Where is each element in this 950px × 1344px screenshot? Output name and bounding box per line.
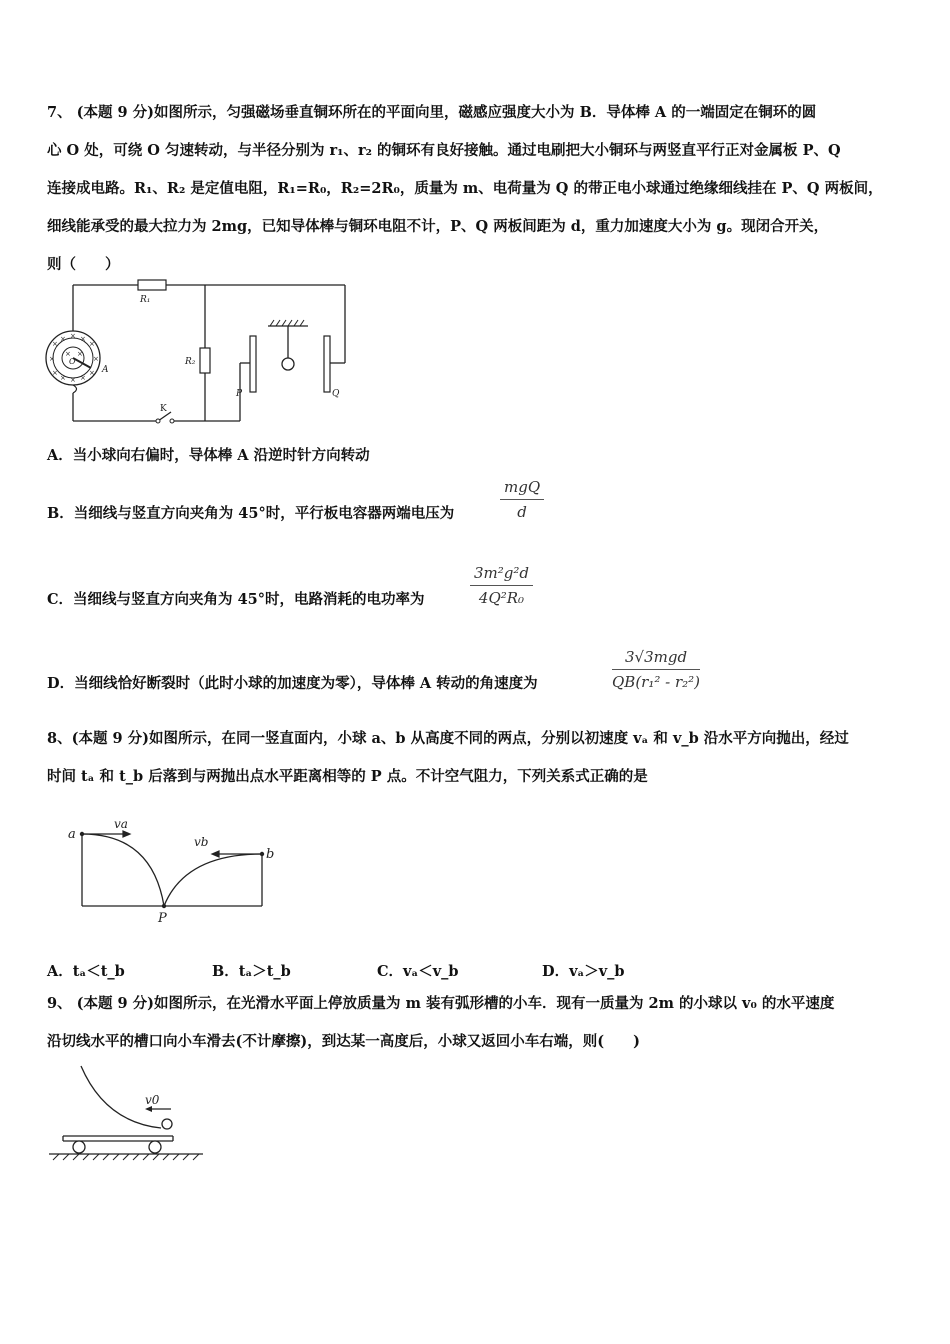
q7-line-4: 细线能承受的最大拉力为 2mg，已知导体棒与铜环电阻不计，P、Q 两板间距为 d，重力加速度大小为 g。现闭合开关， (47, 218, 829, 235)
q7-c-numerator: 3m²g²d (474, 564, 529, 582)
svg-text:×: × (89, 369, 95, 377)
cart-wheel-left (73, 1141, 85, 1153)
velocity-b-arrowhead (212, 851, 219, 857)
q7-line-3: 连接成电路。R₁、R₂ 是定值电阻，R₁=R₀，R₂=2R₀，质量为 m、电荷量为 Q 的带正电小球通过绝缘细线挂在 P、Q 两板间， (47, 180, 883, 197)
q7-option-b-fraction (500, 478, 544, 521)
svg-text:×: × (60, 374, 66, 382)
q7-option-d-fraction (612, 648, 700, 691)
small-ball (162, 1119, 172, 1129)
label-vb: vb (194, 835, 209, 849)
label-v0: v0 (145, 1093, 160, 1107)
q7-circuit-figure (40, 278, 360, 428)
svg-text:×: × (49, 355, 55, 363)
plate-p (250, 336, 256, 392)
label-p: P (158, 911, 167, 926)
point-p (162, 904, 166, 908)
trajectory-b (164, 854, 262, 906)
q8-projectile-figure (60, 810, 280, 930)
q7-line-1: 7、 (本题 9 分)如图所示，匀强磁场垂直铜环所在的平面向里，磁感应强度大小为 B．导体棒 A 的一端固定在铜环的圆 (47, 104, 817, 121)
q8-option-d: D．vₐ＞v_b (542, 963, 625, 980)
point-a (80, 832, 84, 836)
q7-option-c: C．当细线与竖直方向夹角为 45°时，电路消耗的电功率为 (47, 591, 425, 608)
label-o: O (69, 357, 76, 366)
q8-option-c: C．vₐ＜v_b (377, 963, 459, 980)
svg-text:×: × (77, 350, 83, 358)
svg-text:×: × (70, 376, 76, 384)
svg-text:×: × (60, 335, 66, 343)
label-q: Q (332, 389, 340, 399)
q7-b-denominator: d (517, 503, 527, 521)
label-k: K (160, 404, 167, 414)
label-r1: R₁ (140, 295, 151, 305)
q7-option-b: B．当细线与竖直方向夹角为 45°时，平行板电容器两端电压为 (47, 505, 455, 522)
plate-q (324, 336, 330, 392)
label-r2: R₂ (185, 357, 196, 367)
resistor-r2 (200, 348, 210, 373)
svg-text:×: × (52, 340, 58, 348)
q7-c-denominator: 4Q²R₀ (478, 589, 525, 607)
q7-d-numerator: 3√3mgd (624, 648, 688, 666)
label-p: P (236, 389, 243, 399)
velocity-a-arrowhead (123, 831, 130, 837)
switch-contact-left (156, 419, 160, 423)
q8-option-b: B．tₐ＞t_b (212, 963, 291, 980)
svg-text:×: × (89, 340, 95, 348)
brush-contact (73, 385, 77, 393)
q7-option-c-fraction (470, 564, 533, 607)
q8-line-2: 时间 tₐ 和 t_b 后落到与两抛出点水平距离相等的 P 点。不计空气阻力，下列关系式正确的是 (47, 768, 648, 785)
svg-text:×: × (52, 369, 58, 377)
q7-option-d: D．当细线恰好断裂时（此时小球的加速度为零），导体棒 A 转动的角速度为 (47, 675, 538, 692)
label-b: b (266, 847, 275, 862)
svg-text:×: × (65, 350, 71, 358)
label-a: A (102, 365, 109, 375)
cart-wheel-right (149, 1141, 161, 1153)
question-9-stem (47, 985, 907, 1061)
svg-text:×: × (70, 332, 76, 340)
q7-option-a: A．当小球向右偏时，导体棒 A 沿逆时针方向转动 (47, 447, 370, 464)
svg-text:×: × (80, 335, 86, 343)
question-8-stem (47, 720, 907, 796)
q7-line-2: 心 O 处，可绕 O 匀速转动，与半径分别为 r₁、r₂ 的铜环有良好接触。通过电刷把大小铜环与两竖直平行正对金属板 P、Q (47, 142, 841, 159)
label-a: a (68, 827, 76, 842)
question-7-stem (47, 94, 907, 284)
ceiling-hatch (270, 320, 304, 326)
switch-contact-right (170, 419, 174, 423)
q7-line-5: 则（ ） (47, 256, 120, 273)
svg-text:×: × (93, 355, 99, 363)
svg-text:×: × (80, 374, 86, 382)
ground-hatch (53, 1154, 199, 1160)
q9-line-2: 沿切线水平的槽口向小车滑去(不计摩擦)，到达某一高度后，小球又返回小车右端，则( ) (47, 1033, 640, 1050)
label-va: va (114, 817, 128, 831)
resistor-r1 (138, 280, 166, 290)
q8-line-1: 8、(本题 9 分)如图所示，在同一竖直面内，小球 a、b 从高度不同的两点，分别以初速度 vₐ 和 v_b 沿水平方向抛出，经过 (47, 730, 849, 747)
q9-line-1: 9、 (本题 9 分)如图所示，在光滑水平面上停放质量为 m 装有弧形槽的小车．现有一质量为 2m 的小球以 v₀ 的水平速度 (47, 995, 835, 1012)
point-b (260, 852, 264, 856)
q9-cart-figure (45, 1062, 210, 1162)
charged-ball (282, 358, 294, 370)
q7-d-denominator: QB(r₁² - r₂²) (612, 673, 701, 691)
trajectory-a (82, 834, 164, 906)
q8-option-a: A．tₐ＜t_b (47, 963, 125, 980)
q7-b-numerator: mgQ (504, 478, 541, 496)
